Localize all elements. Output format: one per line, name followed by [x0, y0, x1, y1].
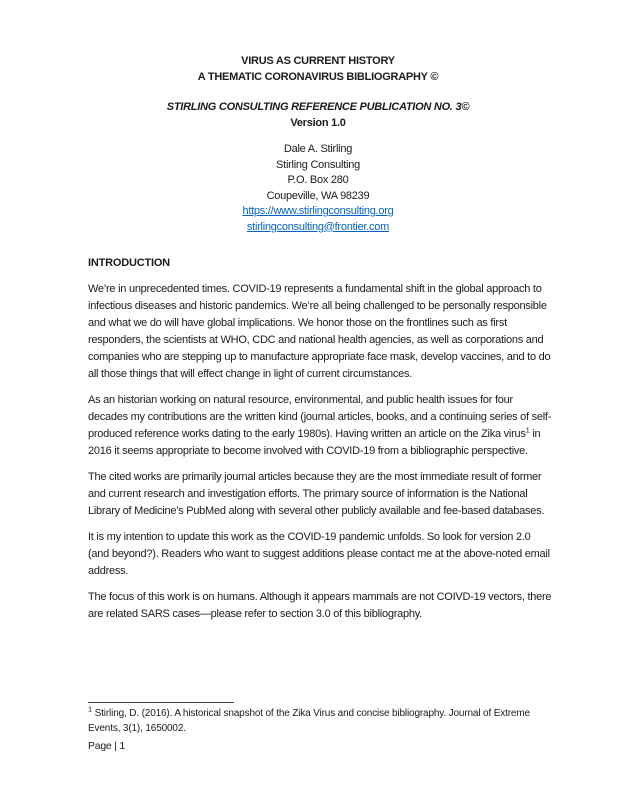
paragraph-1: We’re in unprecedented times. COVID-19 represents a fundamental shift in the global approach to infectious diseases and historic pandemics. We’re all being challenged to be personally responsible and what we do will have global implications. We honor those on the frontlines such as first responders, the scientists at WHO, CDC and national health agencies, as well as corporations and companies who are stepping up to manufacture appropriate face mask, develop vaccines, and to do all those things that will effect change in light of current circumstances.	[88, 283, 551, 380]
paragraph-4: It is my intention to update this work as the COVID-19 pandemic unfolds. So look for version 2.0 (and beyond?). Readers who want to suggest additions please contact me at the above-noted email address.	[88, 531, 550, 577]
po-box: P.O. Box 280	[287, 174, 349, 186]
introduction-section	[0, 255, 618, 623]
paragraph-2-text-after: in 2016 it seems appropriate to become involved with COVID-19 from a bibliographic perspective.	[88, 428, 541, 457]
website-link[interactable]: https://www.stirlingconsulting.org	[242, 205, 394, 217]
company-name: Stirling Consulting	[276, 158, 360, 171]
author-name: Dale A. Stirling	[283, 143, 353, 155]
email-link[interactable]: stirlingconsulting@frontier.com	[246, 220, 390, 233]
email-line	[88, 220, 548, 236]
footnote-citation	[88, 704, 554, 736]
paragraph-2-text-before: As an historian working on natural resource, environmental, and public health issues for four decades my contributions are the written kind (journal articles, books, and a continuing series of self-produced reference works dating to the early 1980s). Having written an article on the Zika virus	[88, 394, 552, 440]
author-address-block	[88, 142, 548, 235]
doc-title-line-1: VIRUS AS CURRENT HISTORY	[241, 55, 395, 67]
doc-title-line-2: A THEMATIC CORONAVIRUS BIBLIOGRAPHY ©	[197, 70, 439, 83]
version-line: Version 1.0	[290, 116, 346, 129]
footnote-marker-superscript: 1	[88, 704, 93, 714]
website-line	[88, 204, 548, 220]
paragraph-5: The focus of this work is on humans. Although it appears mammals are not COIVD-19 vectors, there are related SARS cases—please refer to section 3.0 of this bibliography.	[88, 591, 552, 620]
publication-line: STIRLING CONSULTING REFERENCE PUBLICATION NO. 3©	[166, 101, 470, 113]
footnote-text: Stirling, D. (2016). A historical snapshot of the Zika Virus and concise bibliography. Journal of Extreme Events, 3(1), 1650002.	[88, 708, 530, 734]
page-number-label: Page | 1	[88, 740, 125, 752]
paragraph-3: The cited works are primarily journal articles because they are the most immediate result of former and current research and investigation efforts. The primary source of information is the National Library of Medicine’s PubMed along with several other publicly available and fee-based databases.	[88, 471, 545, 517]
city-state-zip: Coupeville, WA 98239	[266, 189, 370, 202]
footnote-reference-superscript: 1	[525, 425, 530, 435]
section-heading: INTRODUCTION	[88, 257, 170, 269]
paragraph-2	[88, 392, 554, 460]
page-footer	[88, 702, 554, 754]
footnote-separator-rule	[88, 702, 234, 703]
document-header	[0, 0, 618, 235]
